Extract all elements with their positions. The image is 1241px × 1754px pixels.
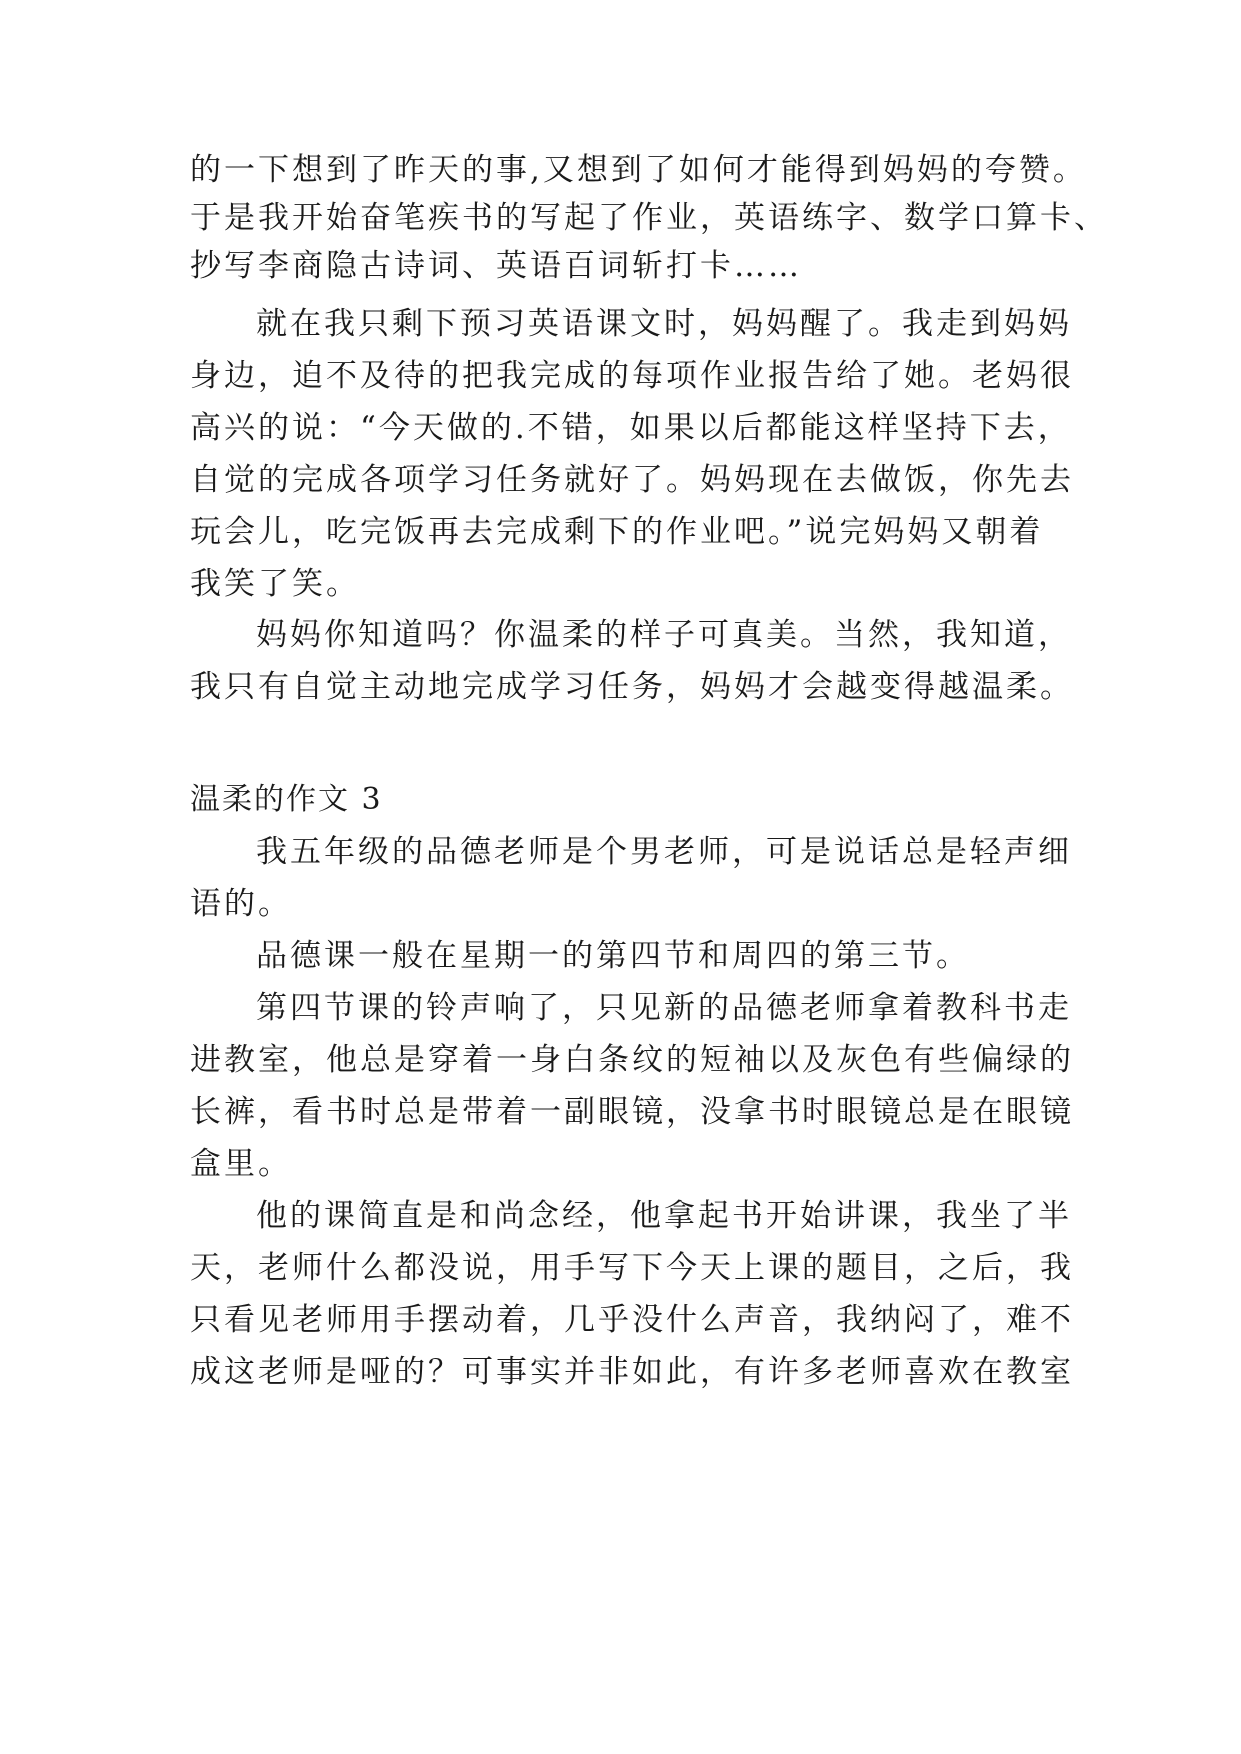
text-line: 长裤，看书时总是带着一副眼镜，没拿书时眼镜总是在眼镜 [190,1094,1074,1130]
text-line: 盒里。 [190,1146,292,1182]
text-line: 他的课简直是和尚念经，他拿起书开始讲课，我坐了半 [256,1198,1072,1234]
text-line: 成这老师是哑的？可事实并非如此，有许多老师喜欢在教室 [190,1354,1074,1390]
text-line: 自觉的完成各项学习任务就好了。妈妈现在去做饭，你先去 [190,462,1074,498]
text-line: 只看见老师用手摆动着，几乎没什么声音，我纳闷了，难不 [190,1302,1074,1338]
text-line: 于是我开始奋笔疾书的写起了作业，英语练字、数学口算卡、 [190,200,1108,236]
text-line: 的一下想到了昨天的事,又想到了如何才能得到妈妈的夸赞。 [190,152,1087,188]
text-line: 品德课一般在星期一的第四节和周四的第三节。 [256,938,970,974]
text-line: 身边，迫不及待的把我完成的每项作业报告给了她。老妈很 [190,358,1074,394]
text-line: 抄写李商隐古诗词、英语百词斩打卡…… [190,248,802,284]
text-line: 第四节课的铃声响了，只见新的品德老师拿着教科书走 [256,990,1072,1026]
text-line: 语的。 [190,886,292,922]
section-title: 温柔的作文 3 [190,782,383,817]
text-line: 就在我只剩下预习英语课文时，妈妈醒了。我走到妈妈 [256,306,1072,342]
text-line: 玩会儿，吃完饭再去完成剩下的作业吧。”说完妈妈又朝着 [190,514,1044,550]
text-line: 我只有自觉主动地完成学习任务，妈妈才会越变得越温柔。 [190,669,1074,705]
text-line: 高兴的说：“今天做的.不错，如果以后都能这样坚持下去， [190,410,1072,446]
text-line: 天，老师什么都没说，用手写下今天上课的题目，之后，我 [190,1250,1074,1286]
text-line: 妈妈你知道吗？你温柔的样子可真美。当然，我知道， [256,617,1072,653]
text-line: 我笑了笑。 [190,566,360,602]
text-line: 我五年级的品德老师是个男老师，可是说话总是轻声细 [256,834,1072,870]
text-line: 进教室，他总是穿着一身白条纹的短袖以及灰色有些偏绿的 [190,1042,1074,1078]
